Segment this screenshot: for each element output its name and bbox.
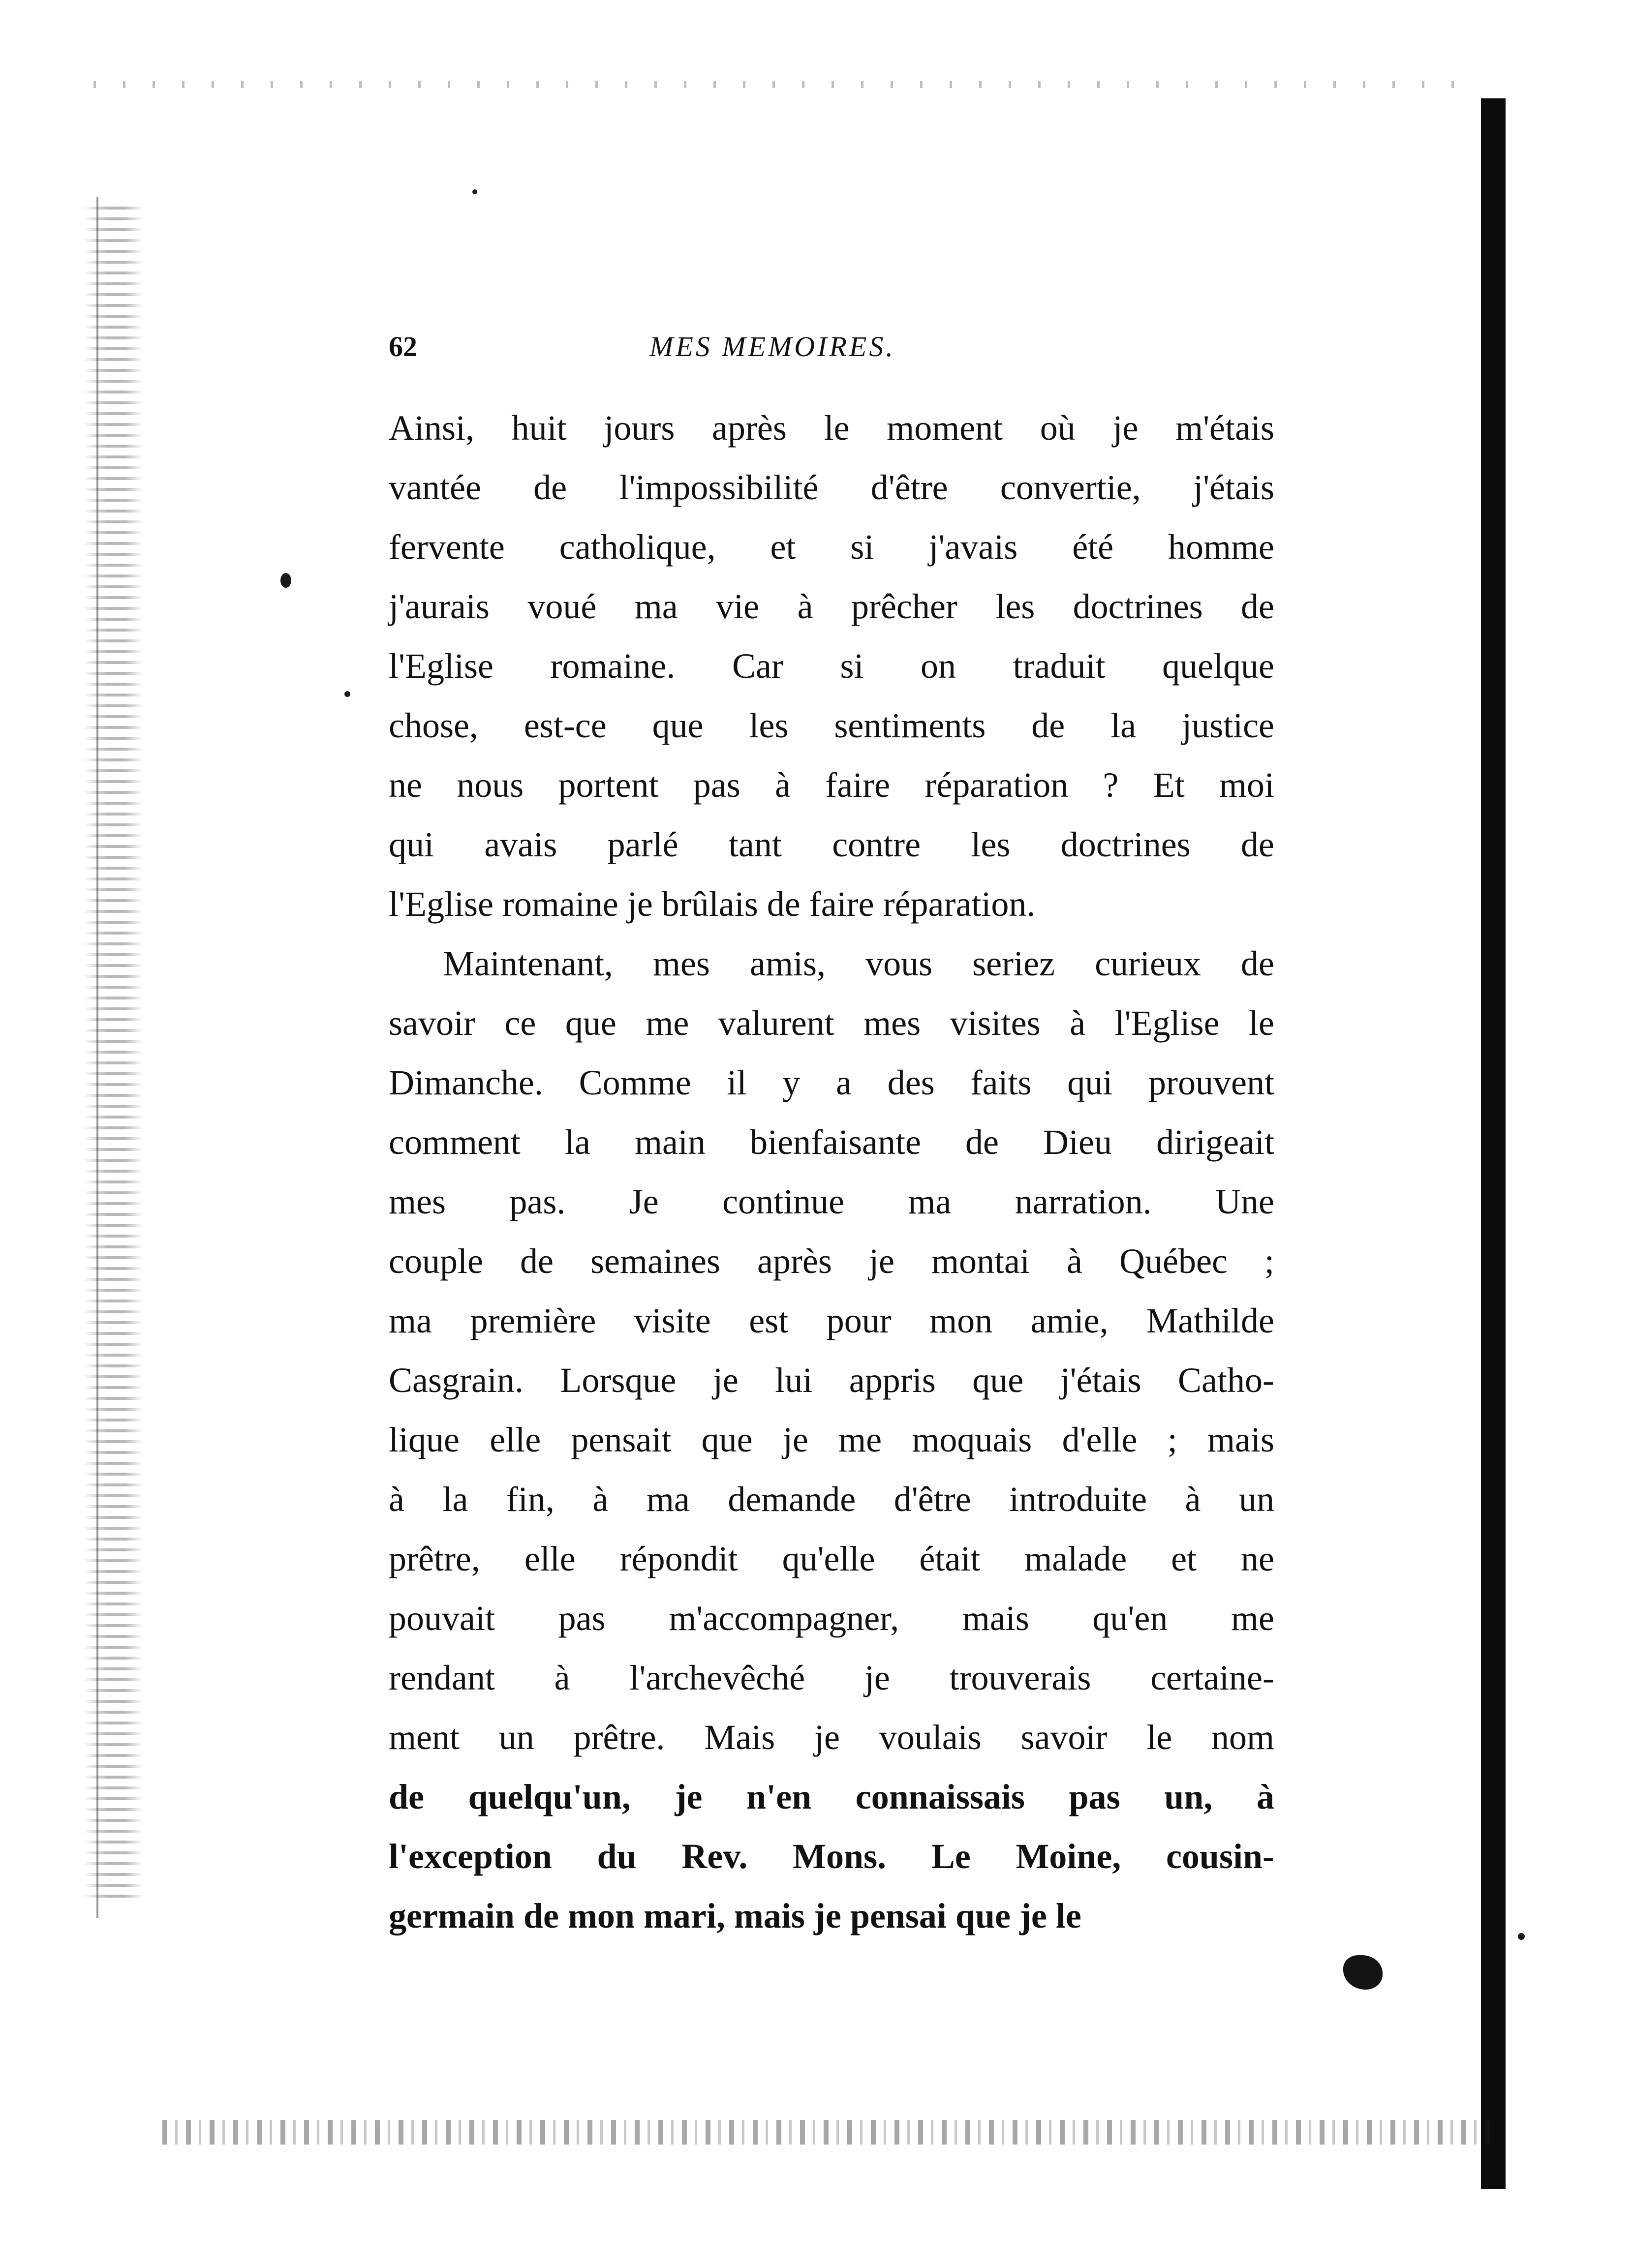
text-line: à la fin, à ma demande d'être introduite à un [389, 1480, 1274, 1519]
text-line: l'exception du Rev. Mons. Le Moine, cousin- [389, 1837, 1274, 1876]
text-line: comment la main bienfaisante de Dieu dirigeait [389, 1122, 1274, 1162]
text-line: qui avais parlé tant contre les doctrines de [389, 825, 1274, 864]
scan-edge-bar [1481, 98, 1506, 2189]
running-head [389, 325, 1274, 369]
ink-blot [1343, 1955, 1383, 1990]
text-line: Casgrain. Lorsque je lui appris que j'étais Catho- [389, 1361, 1274, 1400]
ink-speck [1518, 1933, 1525, 1940]
scan-noise-bottom [162, 2120, 1491, 2145]
text-line: Ainsi, huit jours après le moment où je m'étais [389, 408, 1274, 448]
text-line: mes pas. Je continue ma narration. Une [389, 1182, 1274, 1221]
text-line: vantée de l'impossibilité d'être convertie, j'étais [389, 468, 1274, 507]
text-line: savoir ce que me valurent mes visites à l'Eglise le [389, 1003, 1274, 1043]
text-line: pouvait pas m'accompagner, mais qu'en me [389, 1599, 1274, 1638]
scan-noise-top [93, 81, 1471, 88]
ink-speck [280, 573, 291, 588]
text-line: fervente catholique, et si j'avais été homme [389, 527, 1274, 567]
text-line: germain de mon mari, mais je pensai que je le [389, 1896, 1081, 1935]
ink-speck [472, 189, 477, 194]
scan-noise-left [84, 207, 143, 1904]
text-line: rendant à l'archevêché je trouverais certaine- [389, 1658, 1274, 1697]
body-text [389, 398, 1274, 1946]
ink-speck [344, 691, 350, 697]
text-line: ment un prêtre. Mais je voulais savoir le nom [389, 1718, 1274, 1757]
page-number: 62 [389, 331, 417, 363]
text-line: couple de semaines après je montai à Québec ; [389, 1241, 1274, 1281]
text-line: chose, est-ce que les sentiments de la justice [389, 706, 1274, 745]
text-line: prêtre, elle répondit qu'elle était malade et ne [389, 1539, 1274, 1578]
text-line: Maintenant, mes amis, vous seriez curieux de [443, 944, 1274, 983]
text-line: ne nous portent pas à faire réparation ? Et moi [389, 765, 1274, 805]
running-title: MES MEMOIRES. [649, 331, 895, 363]
text-line: Dimanche. Comme il y a des faits qui prouvent [389, 1063, 1274, 1102]
text-line: de quelqu'un, je n'en connaissais pas un, à [389, 1777, 1274, 1816]
text-line: j'aurais voué ma vie à prêcher les doctrines de [389, 587, 1274, 626]
text-line: ma première visite est pour mon amie, Mathilde [389, 1301, 1274, 1340]
text-line: lique elle pensait que je me moquais d'elle ; mais [389, 1420, 1274, 1459]
text-line: l'Eglise romaine je brûlais de faire réparation. [389, 884, 1036, 924]
text-line: l'Eglise romaine. Car si on traduit quelque [389, 646, 1274, 686]
